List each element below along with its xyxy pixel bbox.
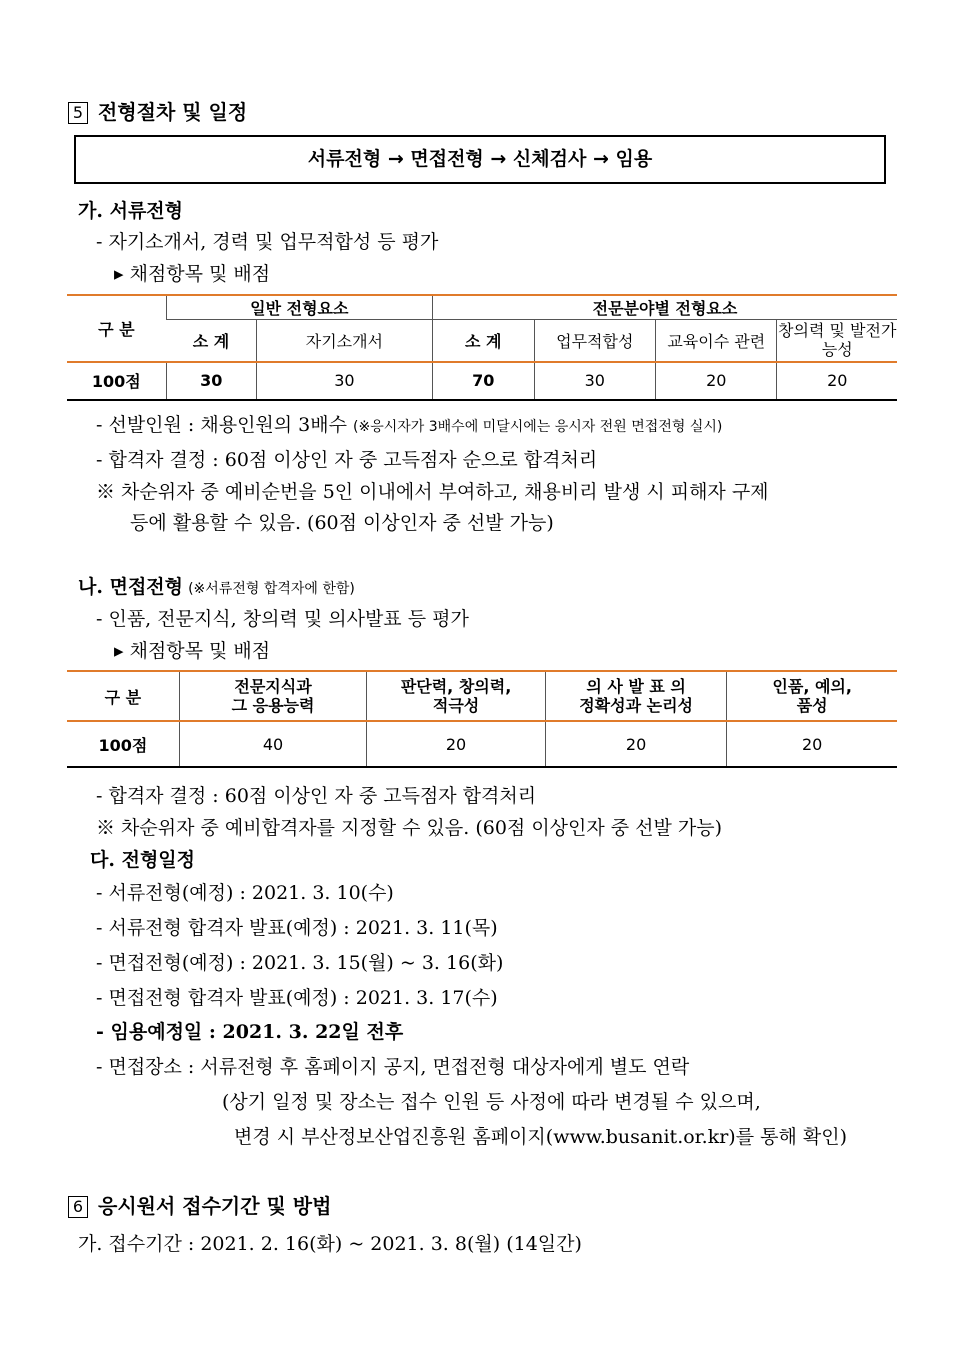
expression-header [545, 671, 727, 721]
schedule-title: 다. 전형일정 [90, 849, 195, 871]
schedule-change-note-line2: 변경 시 부산정보산업진흥원 홈페이지(www.busanit.or.kr)를 통해 확인) [234, 1126, 847, 1148]
creativity-header: 창의력 및 발전가능성 [777, 320, 897, 362]
interview-desc: - 인품, 전문지식, 창의력 및 의사발표 등 평가 [96, 608, 469, 630]
document-scoring-table [67, 294, 897, 401]
table-cell: 30 [166, 362, 256, 400]
subtotal-header: 소 계 [166, 320, 256, 362]
header-line: 의 사 발 표 의 [586, 677, 686, 696]
document-screening-title: 가. 서류전형 [78, 200, 183, 222]
table-cell: 20 [367, 721, 546, 767]
reserve-note-line2: 등에 활용할 수 있음. (60점 이상인자 중 선발 가능) [130, 512, 554, 534]
table-cell: 20 [545, 721, 727, 767]
pass-decision-note: - 합격자 결정 : 60점 이상인 자 중 고득점자 순으로 합격처리 [96, 449, 598, 471]
special-elements-header: 전문분야별 전형요소 [432, 295, 897, 320]
appointment-date: - 임용예정일 : 2021. 3. 22일 전후 [96, 1021, 404, 1043]
process-flow-box: 서류전형 → 면접전형 → 신체검사 → 임용 [74, 135, 886, 184]
table-cell: 30 [534, 362, 655, 400]
section-5-heading [68, 96, 247, 125]
row-label: 100점 [67, 721, 179, 767]
schedule-item: - 서류전형(예정) : 2021. 3. 10(수) [96, 882, 394, 904]
interview-reserve-note: ※ 차순위자 중 예비합격자를 지정할 수 있음. (60점 이상인자 중 선발 가능) [96, 817, 723, 839]
header-line: 정확성과 논리성 [579, 696, 693, 715]
selection-count: - 선발인원 : 채용인원의 3배수 [96, 414, 347, 436]
section-number: 6 [68, 1196, 88, 1218]
selection-count-note [96, 410, 722, 437]
table-cell: 20 [727, 721, 897, 767]
header-line: 적극성 [432, 696, 480, 715]
row-label: 100점 [67, 362, 166, 400]
table-col-label: 구 분 [67, 671, 179, 721]
schedule-change-note-line1: (상기 일정 및 장소는 접수 인원 등 사정에 따라 변경될 수 있으며, [222, 1091, 761, 1113]
interview-location: - 면접장소 : 서류전형 후 홈페이지 공지, 면접전형 대상자에게 별도 연락 [96, 1056, 690, 1078]
general-elements-header: 일반 전형요소 [166, 295, 432, 320]
document-screening-desc: - 자기소개서, 경력 및 업무적합성 등 평가 [96, 231, 439, 253]
header-line: 그 응용능력 [231, 696, 315, 715]
section-title: 응시원서 접수기간 및 방법 [98, 1194, 332, 1218]
interview-title: 나. 면접전형 [78, 576, 183, 598]
knowledge-header [179, 671, 367, 721]
intro-header: 자기소개서 [256, 320, 432, 362]
schedule-item: - 서류전형 합격자 발표(예정) : 2021. 3. 11(목) [96, 917, 498, 939]
section-number: 5 [68, 102, 88, 124]
schedule-item: - 면접전형(예정) : 2021. 3. 15(월) ~ 3. 16(화) [96, 952, 504, 974]
interview-scoring-table [67, 670, 897, 768]
table-cell: 30 [256, 362, 432, 400]
interview-note: (※서류전형 합격자에 한함) [188, 581, 355, 597]
section-6-heading [68, 1190, 331, 1219]
table-cell: 70 [432, 362, 534, 400]
interview-pass-note: - 합격자 결정 : 60점 이상인 자 중 고득점자 합격처리 [96, 785, 537, 807]
selection-count-small-note: (※응시자가 3배수에 미달시에는 응시자 전원 면접전형 실시) [353, 419, 723, 435]
scoring-items-label: ▸ 채점항목 및 배점 [114, 263, 271, 285]
table-cell: 20 [656, 362, 777, 400]
scoring-items-label: ▸ 채점항목 및 배점 [114, 640, 271, 662]
schedule-item: - 면접전형 합격자 발표(예정) : 2021. 3. 17(수) [96, 987, 498, 1009]
subtotal-header: 소 계 [432, 320, 534, 362]
interview-title-row [78, 572, 355, 599]
table-col-label: 구 분 [67, 295, 166, 362]
table-cell: 40 [179, 721, 367, 767]
header-line: 전문지식과 [234, 677, 312, 696]
character-header [727, 671, 897, 721]
header-line: 인품, 예의, [772, 677, 852, 696]
section-title: 전형절차 및 일정 [98, 100, 248, 124]
education-header: 교육이수 관련 [656, 320, 777, 362]
header-line: 품성 [796, 696, 828, 715]
job-fit-header: 업무적합성 [534, 320, 655, 362]
application-period: 가. 접수기간 : 2021. 2. 16(화) ~ 2021. 3. 8(월) (14일간) [78, 1233, 582, 1255]
reserve-note-line1: ※ 차순위자 중 예비순번을 5인 이내에서 부여하고, 채용비리 발생 시 피해자 구제 [96, 481, 769, 503]
judgment-header [367, 671, 546, 721]
header-line: 판단력, 창의력, [400, 677, 512, 696]
table-cell: 20 [777, 362, 897, 400]
